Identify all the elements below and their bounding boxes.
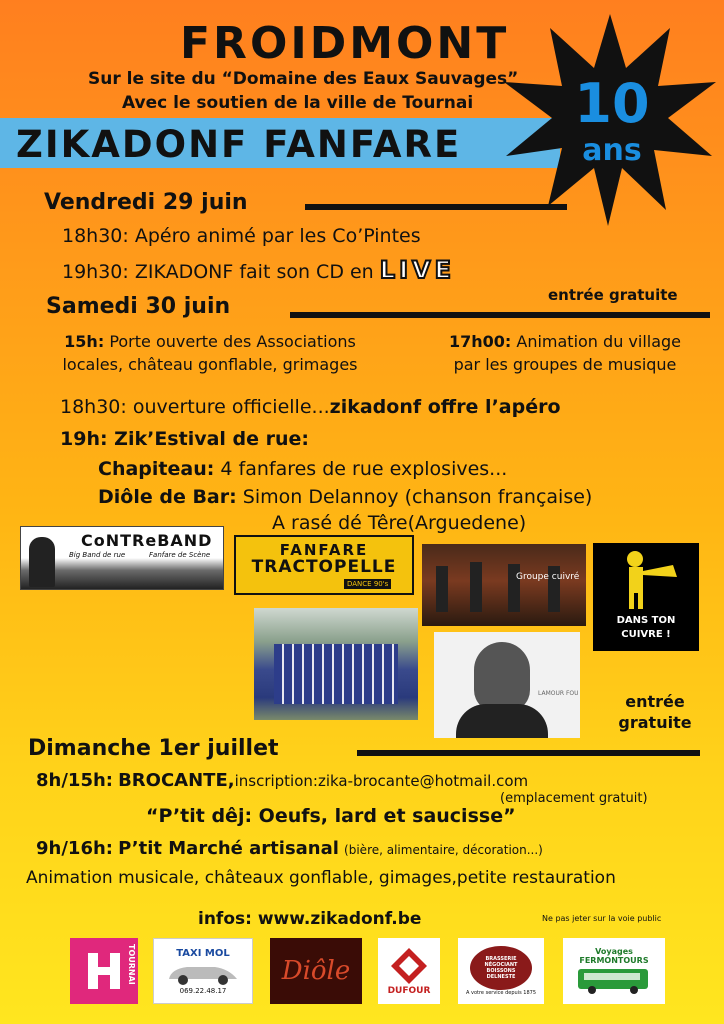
chapiteau-text: 4 fanfares de rue explosives... bbox=[220, 458, 508, 480]
portrait-photo bbox=[434, 632, 580, 738]
live-label: LIVE bbox=[379, 256, 455, 284]
sponsor-name: TOURNAI bbox=[127, 944, 136, 985]
free-line-2: gratuite bbox=[618, 713, 692, 732]
tournai-logo-icon bbox=[84, 949, 124, 993]
venue-line: Sur le site du “Domaine des Eaux Sauvages” bbox=[88, 69, 519, 89]
sunday-heading: Dimanche 1er juillet bbox=[28, 736, 279, 761]
diole-label: Diôle de Bar: bbox=[98, 486, 237, 508]
event-text: ouverture officielle... bbox=[132, 396, 330, 418]
diole-line-2: A rasé dé Têre(Arguedene) bbox=[272, 512, 527, 534]
sponsor-phone: 069.22.48.17 bbox=[179, 986, 227, 995]
sponsor-name: Diôle bbox=[281, 956, 351, 986]
tractopelle-logo bbox=[234, 535, 414, 595]
portrait-shoulders bbox=[456, 704, 548, 738]
brocante-line bbox=[36, 770, 528, 791]
fanfare-group-photo bbox=[254, 608, 418, 720]
event-text-2: par les groupes de musique bbox=[453, 355, 677, 374]
dufour-logo-icon bbox=[389, 946, 429, 986]
group-members bbox=[274, 644, 398, 704]
breakfast-line: “P’tit dêj: Oeufs, lard et saucisse” bbox=[146, 805, 516, 827]
sponsor-name: BRASSERIE NÉGOCIANT BOISSONS DELNESTE bbox=[484, 956, 518, 980]
tractopelle-line-2: TRACTOPELLE bbox=[251, 557, 397, 577]
event-highlight: zikadonf offre l’apéro bbox=[329, 396, 561, 418]
brocante-note: (emplacement gratuit) bbox=[500, 791, 648, 806]
event-time: 18h30: bbox=[62, 225, 129, 247]
brocante-label: BROCANTE, bbox=[118, 770, 235, 791]
event-text-2: locales, château gonflable, grimages bbox=[62, 355, 358, 374]
sponsor-tournai[interactable] bbox=[70, 938, 138, 1004]
sponsor-delneste[interactable] bbox=[458, 938, 544, 1004]
friday-rule bbox=[305, 204, 567, 210]
sponsor-name: DUFOUR bbox=[387, 986, 431, 996]
saturday-official bbox=[60, 396, 561, 418]
chapiteau-line bbox=[98, 458, 507, 480]
sponsor-diole[interactable] bbox=[270, 938, 362, 1004]
event-text: Porte ouverte des Associations bbox=[109, 332, 356, 351]
support-line: Avec le soutien de la ville de Tournai bbox=[122, 93, 474, 113]
saturday-free-entry bbox=[610, 692, 700, 732]
saturday-rule bbox=[290, 312, 710, 318]
free-line-1: entrée bbox=[625, 692, 685, 711]
animation-line: Animation musicale, châteaux gonflable, gimages,petite restauration bbox=[26, 868, 616, 888]
contreband-sub-2: Fanfare de Scène bbox=[149, 551, 211, 559]
sponsor-name: Voyages FERMONTOURS bbox=[579, 947, 649, 965]
friday-free-entry: entrée gratuite bbox=[548, 286, 678, 304]
sponsor-dufour[interactable] bbox=[378, 938, 440, 1004]
brass-caption: Groupe cuivré bbox=[516, 572, 580, 582]
saturday-heading: Samedi 30 juin bbox=[46, 294, 231, 319]
portrait-caption: LAMOUR FOU bbox=[538, 690, 579, 697]
bus-icon bbox=[574, 965, 654, 995]
diole-line bbox=[98, 486, 592, 508]
sponsor-taxi-mol[interactable] bbox=[153, 938, 253, 1004]
friday-event-2 bbox=[62, 256, 455, 284]
star-badge bbox=[500, 10, 720, 230]
infos-line[interactable]: infos: www.zikadonf.be bbox=[198, 909, 422, 929]
sponsor-fermontours[interactable] bbox=[563, 938, 665, 1004]
friday-heading: Vendredi 29 juin bbox=[44, 190, 248, 215]
event-time: 8h/15h: bbox=[36, 770, 113, 791]
delneste-logo bbox=[470, 946, 532, 990]
portrait-face bbox=[474, 642, 530, 712]
banner-title: ZIKADONF FANFARE bbox=[16, 123, 462, 166]
event-time: 18h30: bbox=[60, 396, 127, 418]
disclaimer: Ne pas jeter sur la voie public bbox=[542, 914, 662, 923]
event-time: 19h30: bbox=[62, 261, 129, 283]
event-time: 15h: bbox=[64, 332, 105, 351]
contreband-title: CoNTReBAND bbox=[81, 531, 213, 550]
event-time: 17h00: bbox=[448, 332, 512, 351]
tractopelle-line-3: DANCE 90's bbox=[344, 579, 391, 589]
sunday-rule bbox=[357, 750, 700, 756]
musician-silhouette bbox=[29, 537, 55, 587]
musician-2 bbox=[470, 562, 482, 612]
friday-event-1 bbox=[62, 225, 421, 247]
saturday-right-block bbox=[420, 332, 710, 374]
tractopelle-line-1: FANFARE bbox=[279, 541, 369, 559]
diole-text: Simon Delannoy (chanson française) bbox=[242, 486, 593, 508]
market-line bbox=[36, 838, 543, 859]
dans-ton-cuivre-logo bbox=[593, 543, 699, 651]
event-text: ZIKADONF fait son CD en bbox=[134, 261, 374, 283]
event-text: Apéro animé par les Co’Pintes bbox=[134, 225, 421, 247]
musician-1 bbox=[436, 566, 448, 612]
badge-unit: ans bbox=[582, 133, 642, 168]
market-label: P’tit Marché artisanal bbox=[118, 838, 339, 859]
chapiteau-label: Chapiteau: bbox=[98, 458, 215, 480]
event-text: Animation du village bbox=[516, 332, 682, 351]
cuivre-text: CUIVRE ! bbox=[621, 629, 671, 640]
saturday-left-block bbox=[30, 332, 390, 374]
page-title: FROIDMONT bbox=[180, 18, 510, 69]
brocante-email: inscription:zika-brocante@hotmail.com bbox=[234, 772, 529, 790]
badge-number: 10 bbox=[574, 72, 650, 135]
event-time: 9h/16h: bbox=[36, 838, 113, 859]
dans-ton-text: DANS TON bbox=[616, 615, 676, 626]
market-note: (bière, alimentaire, décoration...) bbox=[344, 843, 543, 857]
car-icon bbox=[163, 959, 243, 987]
contreband-sub: Big Band de rue bbox=[69, 551, 126, 559]
sponsor-tagline: A votre service depuis 1875 bbox=[466, 990, 536, 996]
contreband-photo bbox=[20, 526, 224, 590]
estival-heading: 19h: Zik’Estival de rue: bbox=[60, 428, 310, 450]
trumpet-figure-icon bbox=[613, 547, 683, 611]
brass-band-photo bbox=[422, 544, 586, 626]
sponsor-name: TAXI MOL bbox=[176, 947, 230, 959]
